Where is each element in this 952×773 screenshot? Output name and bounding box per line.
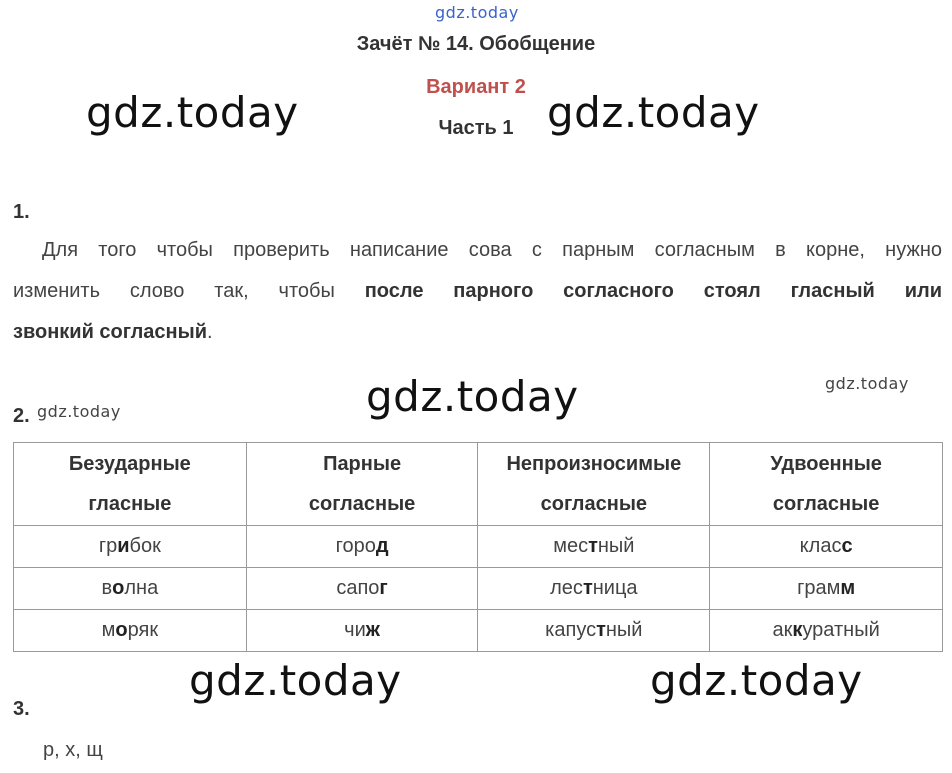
watermark-top: gdz.today bbox=[435, 3, 519, 22]
watermark-big: gdz.today bbox=[86, 88, 299, 137]
table-cell: моряк bbox=[14, 610, 247, 652]
table-cell: грибок bbox=[14, 526, 247, 568]
page-title: Зачёт № 14. Обобщение bbox=[356, 33, 596, 55]
table-header-row bbox=[14, 443, 943, 526]
variant-label: Вариант 2 bbox=[426, 76, 526, 98]
watermark-big: gdz.today bbox=[650, 656, 863, 705]
watermark-big: gdz.today bbox=[547, 88, 760, 137]
task-1-line-1: Для того чтобы проверить написание сова с парным согласным в корне, нужно bbox=[42, 239, 942, 261]
task-2-number: 2. bbox=[13, 405, 30, 427]
column-header: Удвоенные согласные bbox=[710, 443, 943, 526]
column-header: Парные согласные bbox=[246, 443, 478, 526]
table-row bbox=[14, 610, 943, 652]
task-1-line-3 bbox=[13, 312, 942, 353]
spelling-table bbox=[13, 442, 943, 652]
column-header: Непроизносимые согласные bbox=[478, 443, 710, 526]
task-1-text bbox=[13, 230, 942, 353]
table-cell: чиж bbox=[246, 610, 478, 652]
task-1-line-2 bbox=[13, 271, 942, 312]
table-row bbox=[14, 568, 943, 610]
task-1-line-3-end: . bbox=[207, 321, 213, 343]
watermark-big: gdz.today bbox=[366, 372, 579, 421]
table-row bbox=[14, 526, 943, 568]
watermark-small: gdz.today bbox=[825, 374, 909, 393]
table-cell: лестница bbox=[478, 568, 710, 610]
table-cell: волна bbox=[14, 568, 247, 610]
task-1-line-2-bold: после парного согласного стоял гласный или bbox=[364, 280, 942, 302]
part-label: Часть 1 bbox=[438, 117, 514, 139]
table-cell: город bbox=[246, 526, 478, 568]
table-cell: аккуратный bbox=[710, 610, 943, 652]
table-cell: грамм bbox=[710, 568, 943, 610]
task-3-number: 3. bbox=[13, 698, 30, 720]
table-cell: капустный bbox=[478, 610, 710, 652]
watermark-small: gdz.today bbox=[37, 402, 121, 421]
table-cell: местный bbox=[478, 526, 710, 568]
task-3-answer: р, х, щ bbox=[43, 739, 103, 761]
column-header: Безударные гласные bbox=[14, 443, 247, 526]
watermark-big: gdz.today bbox=[189, 656, 402, 705]
task-1-line-2-plain: изменить слово так, чтобы bbox=[13, 280, 335, 302]
table-cell: сапог bbox=[246, 568, 478, 610]
table-cell: класс bbox=[710, 526, 943, 568]
task-1-number: 1. bbox=[13, 201, 30, 223]
task-1-line-3-bold: звонкий согласный bbox=[13, 321, 208, 343]
